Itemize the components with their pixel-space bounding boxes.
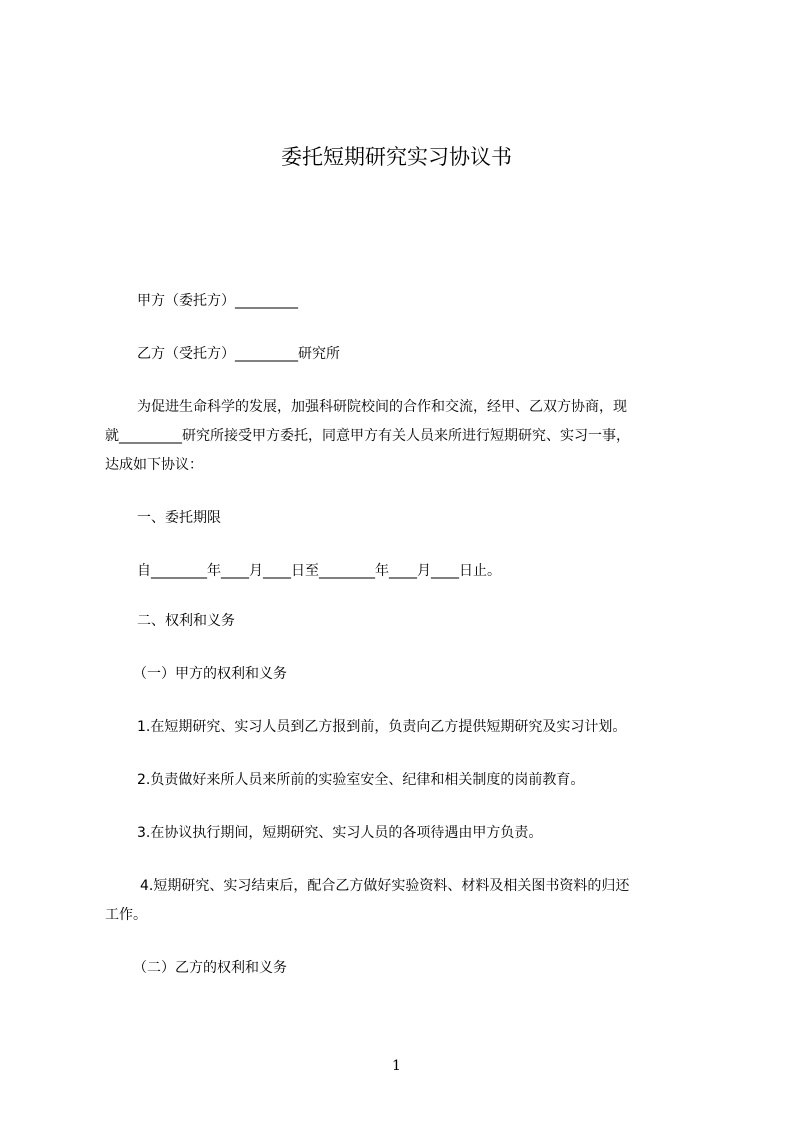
list-item-continuation: 工作。 — [105, 907, 147, 923]
section-heading: 二、权利和义务 — [137, 613, 235, 629]
party-a-line: 甲方（委托方）_________ — [137, 293, 298, 309]
section-heading: 一、委托期限 — [137, 510, 221, 526]
list-item: 1.在短期研究、实习人员到乙方报到前，负责向乙方提供短期研究及实习计划。 — [137, 719, 627, 735]
subsection-heading: （一）甲方的权利和义务 — [133, 666, 287, 682]
list-item: 3.在协议执行期间，短期研究、实习人员的各项待遇由甲方负责。 — [137, 825, 543, 841]
document-title: 委托短期研究实习协议书 — [281, 145, 512, 169]
list-item: 4.短期研究、实习结束后，配合乙方做好实验资料、材料及相关图书资料的归还 — [140, 878, 630, 894]
party-b-line: 乙方（受托方）_________研究所 — [137, 346, 340, 362]
page-number: 1 — [392, 1058, 401, 1074]
period-line: 自________年____月____日至________年____月____日止。 — [137, 563, 501, 579]
intro-paragraph-line: 就_________研究所接受甲方委托，同意甲方有关人员来所进行短期研究、实习一事， — [105, 428, 630, 444]
intro-paragraph-line: 达成如下协议： — [105, 457, 203, 473]
subsection-heading: （二）乙方的权利和义务 — [133, 960, 287, 976]
list-item: 2.负责做好来所人员来所前的实验室安全、纪律和相关制度的岗前教育。 — [137, 772, 585, 788]
intro-paragraph-line: 为促进生命科学的发展，加强科研院校间的合作和交流，经甲、乙双方协商，现 — [137, 399, 627, 415]
